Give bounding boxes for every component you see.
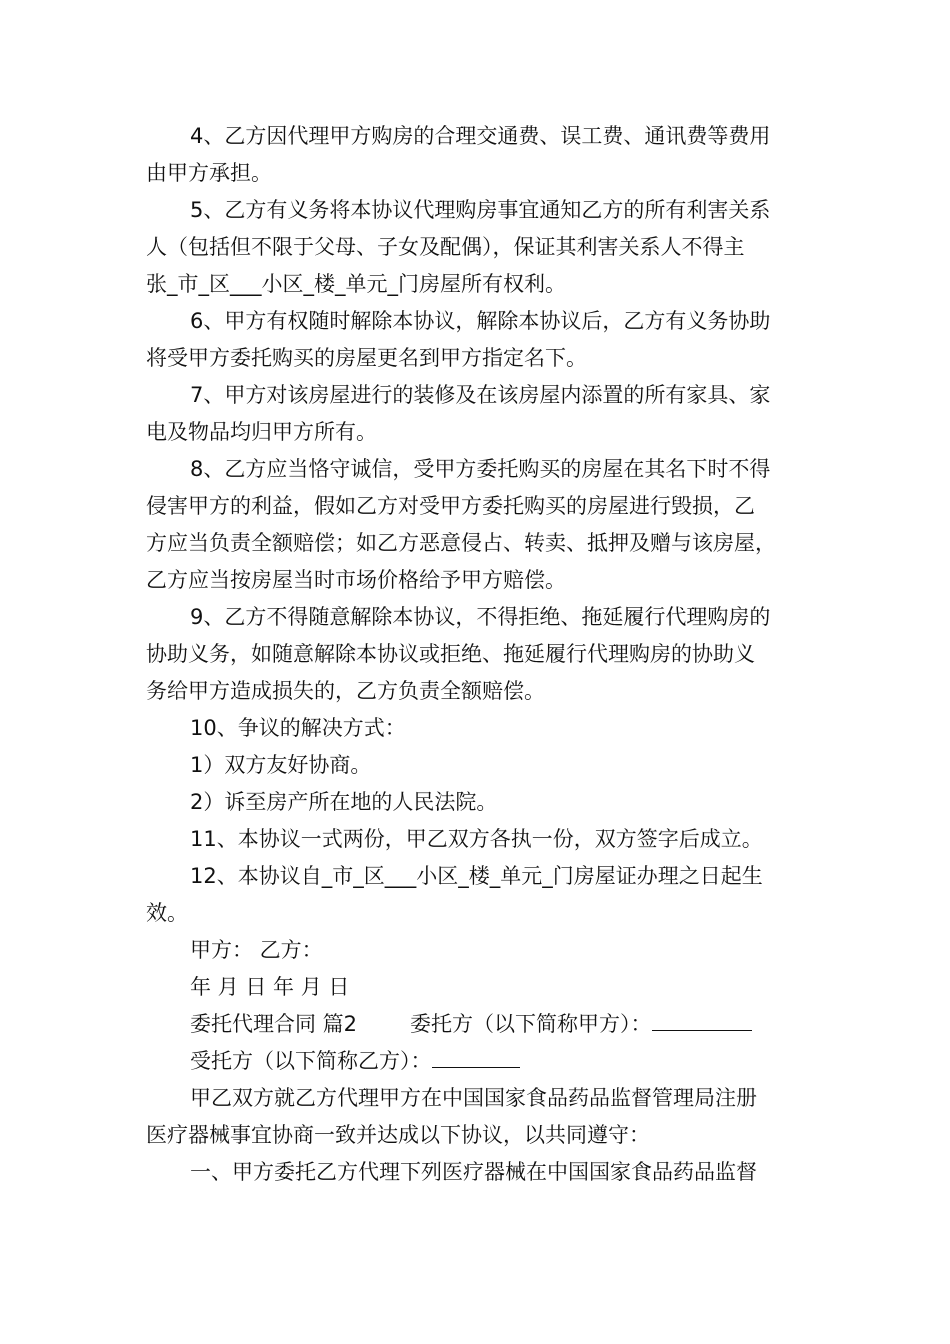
para-5-line-3: 张_市_区___小区_楼_单元_门房屋所有权利。 bbox=[146, 272, 566, 296]
para-8-line-3: 方应当负责全额赔偿；如乙方恶意侵占、转卖、抵押及赠与该房屋， bbox=[146, 531, 776, 555]
para-12-line-2: 效。 bbox=[146, 901, 188, 925]
para-9-line-1: 9、乙方不得随意解除本协议，不得拒绝、拖延履行代理购房的 bbox=[190, 605, 771, 629]
para-5-line-2: 人（包括但不限于父母、子女及配偶），保证其利害关系人不得主 bbox=[146, 235, 745, 259]
para-10-item-1: 1）双方友好协商。 bbox=[190, 753, 372, 777]
para-6-line-1: 6、甲方有权随时解除本协议，解除本协议后，乙方有义务协助 bbox=[190, 309, 771, 333]
agent-blank bbox=[432, 1047, 520, 1068]
para-8-line-2: 侵害甲方的利益，假如乙方对受甲方委托购买的房屋进行毁损，乙 bbox=[146, 494, 755, 518]
para-5-line-1: 5、乙方有义务将本协议代理购房事宜通知乙方的所有利害关系 bbox=[190, 198, 771, 222]
para-11: 11、本协议一式两份，甲乙双方各执一份，双方签字后成立。 bbox=[190, 827, 763, 851]
para-8-line-4: 乙方应当按房屋当时市场价格给予甲方赔偿。 bbox=[146, 568, 566, 592]
principal-blank bbox=[652, 1010, 752, 1031]
preamble-line-1: 甲乙双方就乙方代理甲方在中国国家食品药品监督管理局注册 bbox=[190, 1086, 757, 1110]
principal-label: 委托方（以下简称甲方）： bbox=[410, 1012, 652, 1036]
para-7-line-2: 电及物品均归甲方所有。 bbox=[146, 420, 377, 444]
signature-dates: 年 月 日 年 月 日 bbox=[190, 975, 350, 999]
para-10-item-2: 2）诉至房产所在地的人民法院。 bbox=[190, 790, 498, 814]
para-4-line-1: 4、乙方因代理甲方购房的合理交通费、误工费、通讯费等费用 bbox=[190, 124, 771, 148]
para-8-line-1: 8、乙方应当恪守诚信，受甲方委托购买的房屋在其名下时不得 bbox=[190, 457, 771, 481]
signature-parties: 甲方： 乙方： bbox=[190, 938, 323, 962]
para-12-line-1: 12、本协议自_市_区___小区_楼_单元_门房屋证办理之日起生 bbox=[190, 864, 763, 888]
agent-line bbox=[190, 1046, 520, 1076]
agent-label: 受托方（以下简称乙方）： bbox=[190, 1049, 432, 1073]
para-4-line-2: 由甲方承担。 bbox=[146, 161, 272, 185]
para-9-line-3: 务给甲方造成损失的，乙方负责全额赔偿。 bbox=[146, 679, 545, 703]
para-10-heading: 10、争议的解决方式： bbox=[190, 716, 406, 740]
principal-line bbox=[410, 1009, 752, 1039]
para-9-line-2: 协助义务，如随意解除本协议或拒绝、拖延履行代理购房的协助义 bbox=[146, 642, 755, 666]
para-7-line-1: 7、甲方对该房屋进行的装修及在该房屋内添置的所有家具、家 bbox=[190, 383, 771, 407]
clause-1-line-1: 一、甲方委托乙方代理下列医疗器械在中国国家食品药品监督 bbox=[190, 1160, 757, 1184]
para-6-line-2: 将受甲方委托购买的房屋更名到甲方指定名下。 bbox=[146, 346, 587, 370]
contract-2-title: 委托代理合同 篇2 bbox=[190, 1012, 358, 1036]
preamble-line-2: 医疗器械事宜协商一致并达成以下协议，以共同遵守： bbox=[146, 1123, 650, 1147]
